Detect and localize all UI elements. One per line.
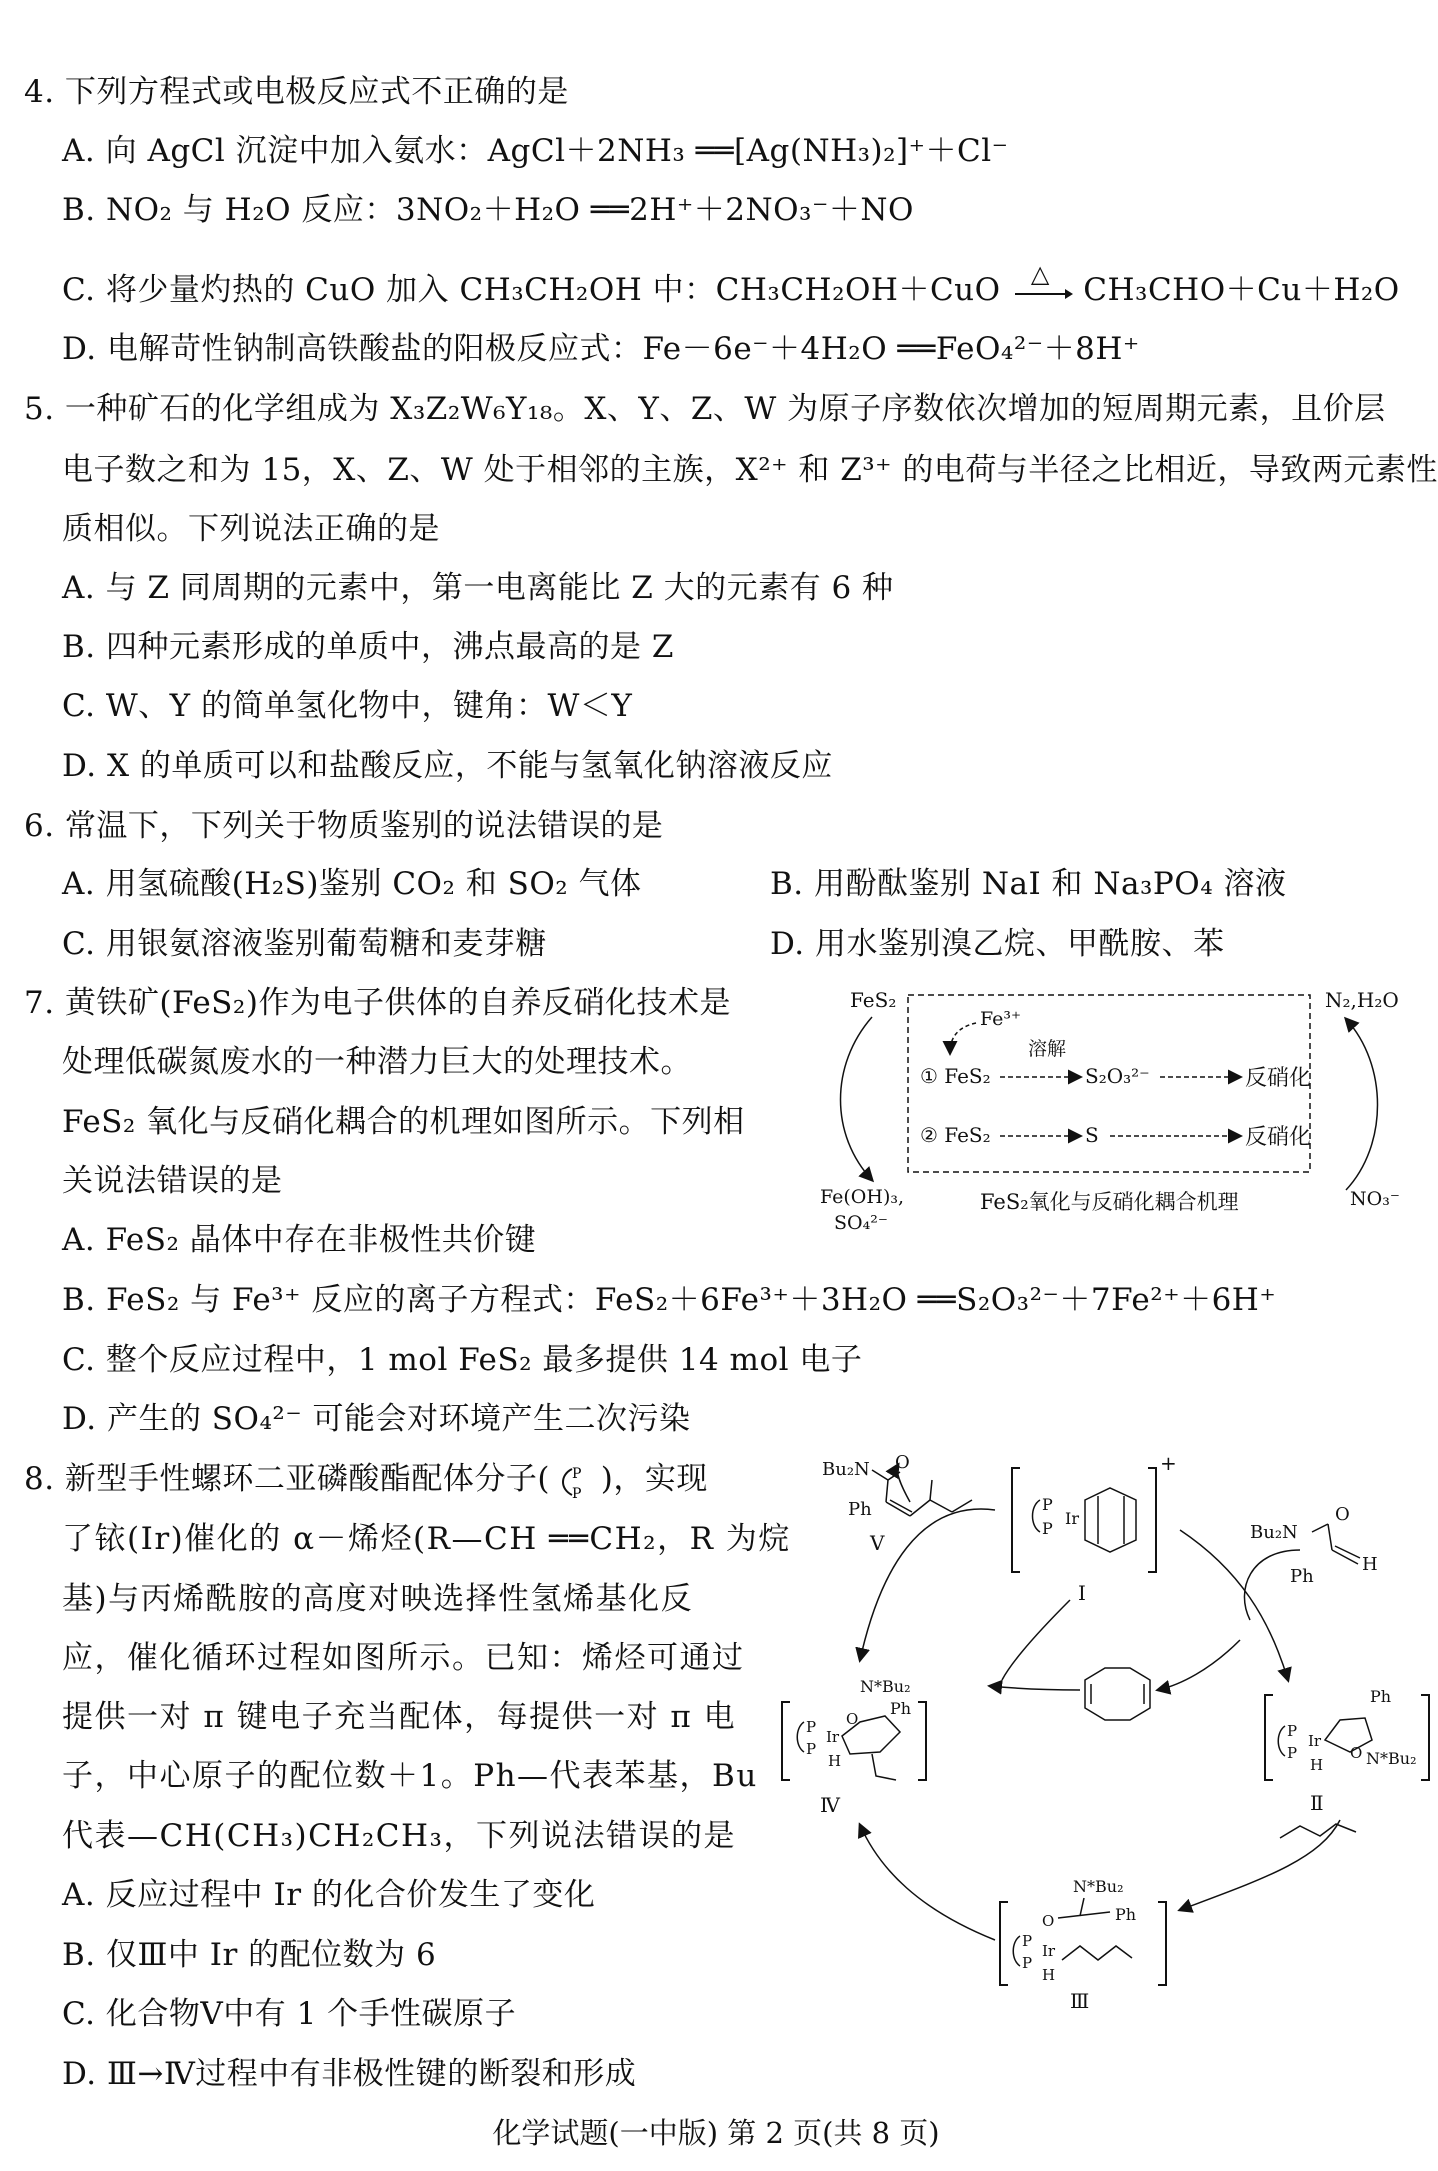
q8-line-1 — [24, 1459, 708, 1501]
sub-o: O — [1335, 1504, 1350, 1525]
q8-line-5: 提供一对 π 键电子充当配体，每提供一对 π 电 — [62, 1699, 737, 1735]
q7-option-d: D. 产生的 SO₄²⁻ 可能会对环境产生二次污染 — [62, 1401, 691, 1437]
c3-nbu2: N*Bu₂ — [1073, 1877, 1124, 1896]
q8-option-d: D. Ⅲ→Ⅳ过程中有非极性键的断裂和形成 — [62, 2056, 637, 2092]
c4-label: Ⅳ — [820, 1793, 840, 1817]
c3-p-upper: P — [1022, 1932, 1033, 1950]
c3-ph: Ph — [1115, 1905, 1137, 1924]
fig7-route1-end: 反硝化 — [1245, 1066, 1312, 1091]
c5-bu2n: Bu₂N — [822, 1459, 870, 1480]
heat-arrow-icon — [1011, 259, 1073, 312]
c4-p-upper: P — [806, 1718, 817, 1736]
q5-option-a: A. 与 Z 同周期的元素中，第一电离能比 Z 大的元素有 6 种 — [62, 570, 894, 606]
q4-option-b: B. NO₂ 与 H₂O 反应：3NO₂＋H₂O ══2H⁺＋2NO₃⁻＋NO — [62, 192, 914, 228]
q4-option-d: D. 电解苛性钠制高铁酸盐的阳极反应式：Fe－6e⁻＋4H₂O ══FeO₄²⁻＋8H⁺ — [62, 331, 1140, 367]
cod-to-i-arrow — [990, 1686, 1080, 1690]
c3-p-lower: P — [1022, 1954, 1033, 1972]
q7-option-a: A. FeS₂ 晶体中存在非极性共价键 — [62, 1222, 537, 1258]
q4-option-a: A. 向 AgCl 沉淀中加入氨水：AgCl＋2NH₃ ══[Ag(NH₃)₂]⁺＋Cl⁻ — [62, 133, 1009, 169]
cod-curve-arrow — [1002, 1600, 1070, 1680]
c4-o: O — [846, 1710, 859, 1728]
c4-h: H — [828, 1752, 842, 1770]
q8-option-c: C. 化合物Ⅴ中有 1 个手性碳原子 — [62, 1996, 517, 2032]
q5-option-d: D. X 的单质可以和盐酸反应，不能与氢氧化钠溶液反应 — [62, 748, 833, 784]
c4-ph: Ph — [890, 1699, 912, 1718]
c5-o: O — [895, 1452, 910, 1473]
q6-stem: 6. 常温下，下列关于物质鉴别的说法错误的是 — [24, 808, 664, 844]
fig7-right-curve-arrow — [1346, 1019, 1378, 1190]
page-footer: 化学试题(一中版) 第 2 页(共 8 页) — [492, 2116, 940, 2150]
c1-ir: Ir — [1065, 1509, 1079, 1528]
c3-ir: Ir — [1042, 1942, 1056, 1960]
q5-option-c: C. W、Y 的简单氢化物中，键角：W＜Y — [62, 688, 633, 724]
fig7-so4: SO₄²⁻ — [834, 1212, 888, 1234]
c1-charge: + — [1160, 1451, 1177, 1475]
spiro-ligand-icon — [560, 1461, 590, 1501]
acrylamide-substrate — [1250, 1504, 1378, 1587]
c3-h: H — [1042, 1966, 1056, 1984]
fig7-caption: FeS₂氧化与反硝化耦合机理 — [980, 1190, 1239, 1214]
sub-h: H — [1362, 1554, 1378, 1575]
compound-3 — [1000, 1877, 1166, 2013]
q4-stem: 4. 下列方程式或电极反应式不正确的是 — [24, 74, 569, 110]
c2-h: H — [1310, 1756, 1324, 1774]
q7-line-1: 7. 黄铁矿(FeS₂)作为电子供体的自养反硝化技术是 — [24, 985, 731, 1021]
c2-nbu2: N*Bu₂ — [1366, 1749, 1417, 1768]
fig7-left-curve-arrow — [841, 1017, 873, 1180]
compound-4 — [782, 1677, 926, 1817]
q8-line-6: 子，中心原子的配位数＋1。Ph—代表苯基，Bu — [62, 1758, 758, 1794]
c5-ph: Ph — [848, 1499, 872, 1520]
compound-1 — [1012, 1451, 1177, 1605]
ligand-p-upper: P — [572, 1465, 583, 1482]
q7-option-b: B. FeS₂ 与 Fe³⁺ 反应的离子方程式：FeS₂＋6Fe³⁺＋3H₂O ══S₂O₃²⁻＋7Fe²⁺＋6H⁺ — [62, 1282, 1277, 1318]
q7-line-4: 关说法错误的是 — [62, 1163, 283, 1199]
sub-bu2n: Bu₂N — [1250, 1522, 1298, 1543]
c4-nbu2: N*Bu₂ — [860, 1677, 911, 1696]
heat-condition: △ — [1030, 259, 1050, 288]
q7-option-c: C. 整个反应过程中，1 mol FeS₂ 最多提供 14 mol 电子 — [62, 1342, 863, 1378]
q5-line-2: 电子数之和为 15，X、Z、W 处于相邻的主族，X²⁺ 和 Z³⁺ 的电荷与半径之比相近，导致两元素性 — [62, 452, 1438, 488]
c3-o: O — [1042, 1912, 1055, 1930]
fig7-no3: NO₃⁻ — [1350, 1188, 1400, 1210]
q5-line-1: 5. 一种矿石的化学组成为 X₃Z₂W₆Y₁₈。X、Y、Z、W 为原子序数依次增加的短周期元素，且价层 — [24, 391, 1386, 427]
q6-option-a: A. 用氢硫酸(H₂S)鉴别 CO₂ 和 SO₂ 气体 — [62, 866, 642, 902]
cycle-arrow-iii-to-iv — [860, 1825, 995, 1940]
fig7-feoh3: Fe(OH)₃, — [820, 1186, 905, 1208]
c5-label: Ⅴ — [870, 1531, 885, 1555]
c2-ph: Ph — [1370, 1687, 1392, 1706]
q8-line-4: 应，催化循环过程如图所示。已知：烯烃可通过 — [62, 1640, 745, 1676]
compound-2 — [1265, 1687, 1429, 1815]
fig7-fe3-arrow — [950, 1023, 976, 1053]
fig7-route2-s: S — [1085, 1123, 1099, 1147]
fig7-route2-end: 反硝化 — [1245, 1125, 1312, 1150]
c2-p-upper: P — [1287, 1722, 1298, 1740]
q6-option-c: C. 用银氨溶液鉴别葡萄糖和麦芽糖 — [62, 926, 547, 962]
q8-line-7: 代表—CH(CH₃)CH₂CH₃，下列说法错误的是 — [62, 1818, 736, 1854]
q8-line-1-post: )，实现 — [600, 1461, 708, 1497]
cod-release-arrow — [1158, 1640, 1240, 1690]
sub-ph: Ph — [1290, 1566, 1314, 1587]
fig7-route1-s2o3: S₂O₃²⁻ — [1085, 1064, 1150, 1088]
q8-line-1-pre: 8. 新型手性螺环二亚磷酸酯配体分子( — [24, 1461, 551, 1497]
c1-p-upper: P — [1042, 1495, 1053, 1514]
fig7-route2-fes2: ② FeS₂ — [920, 1123, 991, 1147]
c2-label: Ⅱ — [1310, 1791, 1324, 1815]
q8-line-2: 了铱(Ir)催化的 α－烯烃(R—CH ══CH₂，R 为烷 — [62, 1521, 791, 1557]
q8-line-3: 基)与丙烯酰胺的高度对映选择性氢烯基化反 — [62, 1581, 694, 1617]
q6-option-d: D. 用水鉴别溴乙烷、甲酰胺、苯 — [770, 926, 1225, 962]
alkene-reagent — [1280, 1824, 1356, 1838]
fes2-mechanism-figure — [780, 975, 1430, 1235]
q5-line-3: 质相似。下列说法正确的是 — [62, 511, 440, 547]
c2-ir: Ir — [1308, 1732, 1322, 1750]
fig7-route1-fes2: ① FeS₂ — [920, 1064, 991, 1088]
c4-ir: Ir — [826, 1728, 840, 1746]
c2-o: O — [1350, 1744, 1363, 1762]
q7-line-3: FeS₂ 氧化与反硝化耦合的机理如图所示。下列相 — [62, 1104, 745, 1140]
fig7-n2h2o: N₂,H₂O — [1325, 988, 1399, 1012]
q8-option-b: B. 仅Ⅲ中 Ir 的配位数为 6 — [62, 1937, 437, 1973]
iridium-catalytic-cycle-figure — [780, 1440, 1430, 2013]
q7-line-2: 处理低碳氮废水的一种潜力巨大的处理技术。 — [62, 1044, 692, 1080]
q8-option-a: A. 反应过程中 Ir 的化合价发生了变化 — [62, 1877, 596, 1913]
q6-option-b: B. 用酚酞鉴别 NaI 和 Na₃PO₄ 溶液 — [770, 866, 1287, 902]
c1-p-lower: P — [1042, 1519, 1053, 1538]
cycle-arrow-i-to-ii — [1180, 1530, 1288, 1680]
c3-label: Ⅲ — [1070, 1989, 1090, 2013]
fig7-fe3: Fe³⁺ — [980, 1008, 1022, 1030]
q5-option-b: B. 四种元素形成的单质中，沸点最高的是 Z — [62, 629, 674, 665]
q4-option-c — [62, 259, 1400, 312]
q4-option-c-products: CH₃CHO＋Cu＋H₂O — [1083, 272, 1400, 308]
c4-p-lower: P — [806, 1740, 817, 1758]
c2-p-lower: P — [1287, 1744, 1298, 1762]
c1-label: Ⅰ — [1078, 1581, 1086, 1605]
fig7-fes2-top: FeS₂ — [850, 988, 897, 1012]
q4-option-c-reactants: C. 将少量灼热的 CuO 加入 CH₃CH₂OH 中：CH₃CH₂OH＋CuO — [62, 272, 1001, 308]
ligand-p-lower: P — [572, 1485, 583, 1502]
cod-ligand — [1085, 1668, 1150, 1720]
fig7-dissolve: 溶解 — [1028, 1038, 1067, 1060]
